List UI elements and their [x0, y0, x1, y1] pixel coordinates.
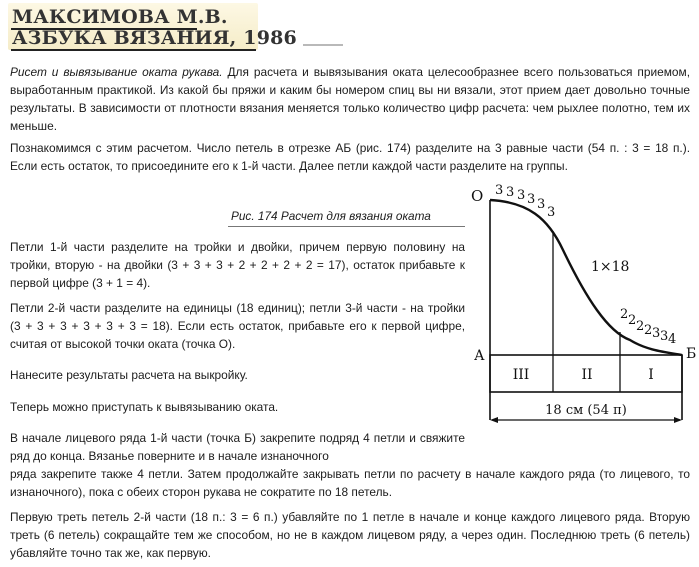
sleeve-cap-diagram: [468, 180, 696, 440]
top-digit: 3: [506, 185, 515, 200]
middle-count-label: 1×18: [591, 259, 630, 275]
intro-text: Для расчета и вывязывания оката целесообразнее всего пользоваться приемом, выработанным практикой. Из какой бы пряжи и каким бы номером спиц вы ни вязали, этот прием дает довольно точные результаты. В зависимости от плотности вязания меняется только количество цифр расчета: чем рыхлее полотно, тем их меньше.: [10, 65, 690, 133]
dimension-arrow-left: [490, 417, 498, 423]
point-o-label: О: [471, 187, 484, 205]
section-1-label: I: [648, 367, 654, 383]
paragraph-part1: Петли 1-й части разделите на тройки и двойки, причем первую половину на тройки, вторую - на двойки (3 + 3 + 3 + 2 + 2 + 2 + 2 = 17), остаток прибавьте к первой цифре (3 + 1 = 4).: [10, 240, 465, 290]
point-b-label: Б: [686, 346, 696, 362]
book-underline: [11, 49, 256, 51]
point-a-label: А: [474, 348, 485, 364]
top-digit: 3: [537, 197, 546, 212]
book-title: АЗБУКА ВЯЗАНИЯ, 1986: [12, 27, 297, 49]
paragraph-part2: Петли 2-й части разделите на единицы (18 единиц); петли 3-й части - на тройки (3 + 3 + 3 + 3 + 3 + 3 = 18). Если есть остаток, прибавьте его к первой цифре, считая от высокой точки оката (точка О).: [10, 301, 465, 351]
section-3-label: III: [512, 367, 530, 383]
caption-rule: [228, 226, 465, 227]
top-digit: 3: [527, 192, 536, 207]
section-2-label: II: [581, 367, 593, 383]
paragraph-part1-knitting: В начале лицевого ряда 1-й части (точка Б) закрепите подряд 4 петли и свяжите ряд до конца. Вязанье поверните и в начале изнаночного: [10, 431, 465, 463]
intro-paragraph: [10, 63, 690, 135]
lower-digit: 3: [660, 329, 669, 344]
lower-digit: 2: [644, 323, 653, 338]
decorative-rule: [303, 44, 343, 46]
lower-digit: 4: [668, 332, 677, 347]
paragraph-calculation: Познакомимся с этим расчетом. Число петель в отрезке АБ (рис. 174) разделите на 3 равные части (54 п. : 3 = 18 п.). Если есть остаток, то присоедините его к 1-й части. Далее петли каждой части разделите на группы.: [10, 141, 690, 173]
paragraph-part2-knitting: Первую треть петель 2-й части (18 п.: 3 = 6 п.) убавляйте по 1 петле в начале и конце каждого лицевого ряда. Вторую треть (6 петель) сокращайте тем же способом, но не в каждом лицевом ряду, а через один. Последнюю треть (6 петель) убавляйте точно так же, как первую.: [10, 510, 690, 560]
lower-digit: 2: [620, 307, 629, 322]
lower-digit: 2: [628, 313, 637, 328]
top-digit: 3: [547, 205, 556, 220]
paragraph-start: Теперь можно приступать к вывязыванию оката.: [10, 400, 279, 414]
dimension-arrow-right: [674, 417, 682, 423]
figure-caption: Рис. 174 Расчет для вязания оката: [231, 209, 431, 223]
lower-digit: 3: [652, 326, 661, 341]
width-label: 18 см (54 п): [545, 403, 627, 418]
top-digit: 3: [495, 183, 504, 198]
paragraph-continue: ряда закрепите также 4 петли. Затем продолжайте закрывать петли по расчету в начале каждого ряда (то лицевого, то изнаночного), пока с обеих сторон рукава не сократите по 18 петель.: [10, 467, 690, 499]
lower-digit: 2: [636, 319, 645, 334]
author-title: МАКСИМОВА М.В.: [12, 6, 228, 28]
intro-heading: Рисет и вывязывание оката рукава.: [10, 65, 223, 79]
top-digit: 3: [517, 188, 526, 203]
paragraph-apply: Нанесите результаты расчета на выкройку.: [10, 368, 248, 382]
